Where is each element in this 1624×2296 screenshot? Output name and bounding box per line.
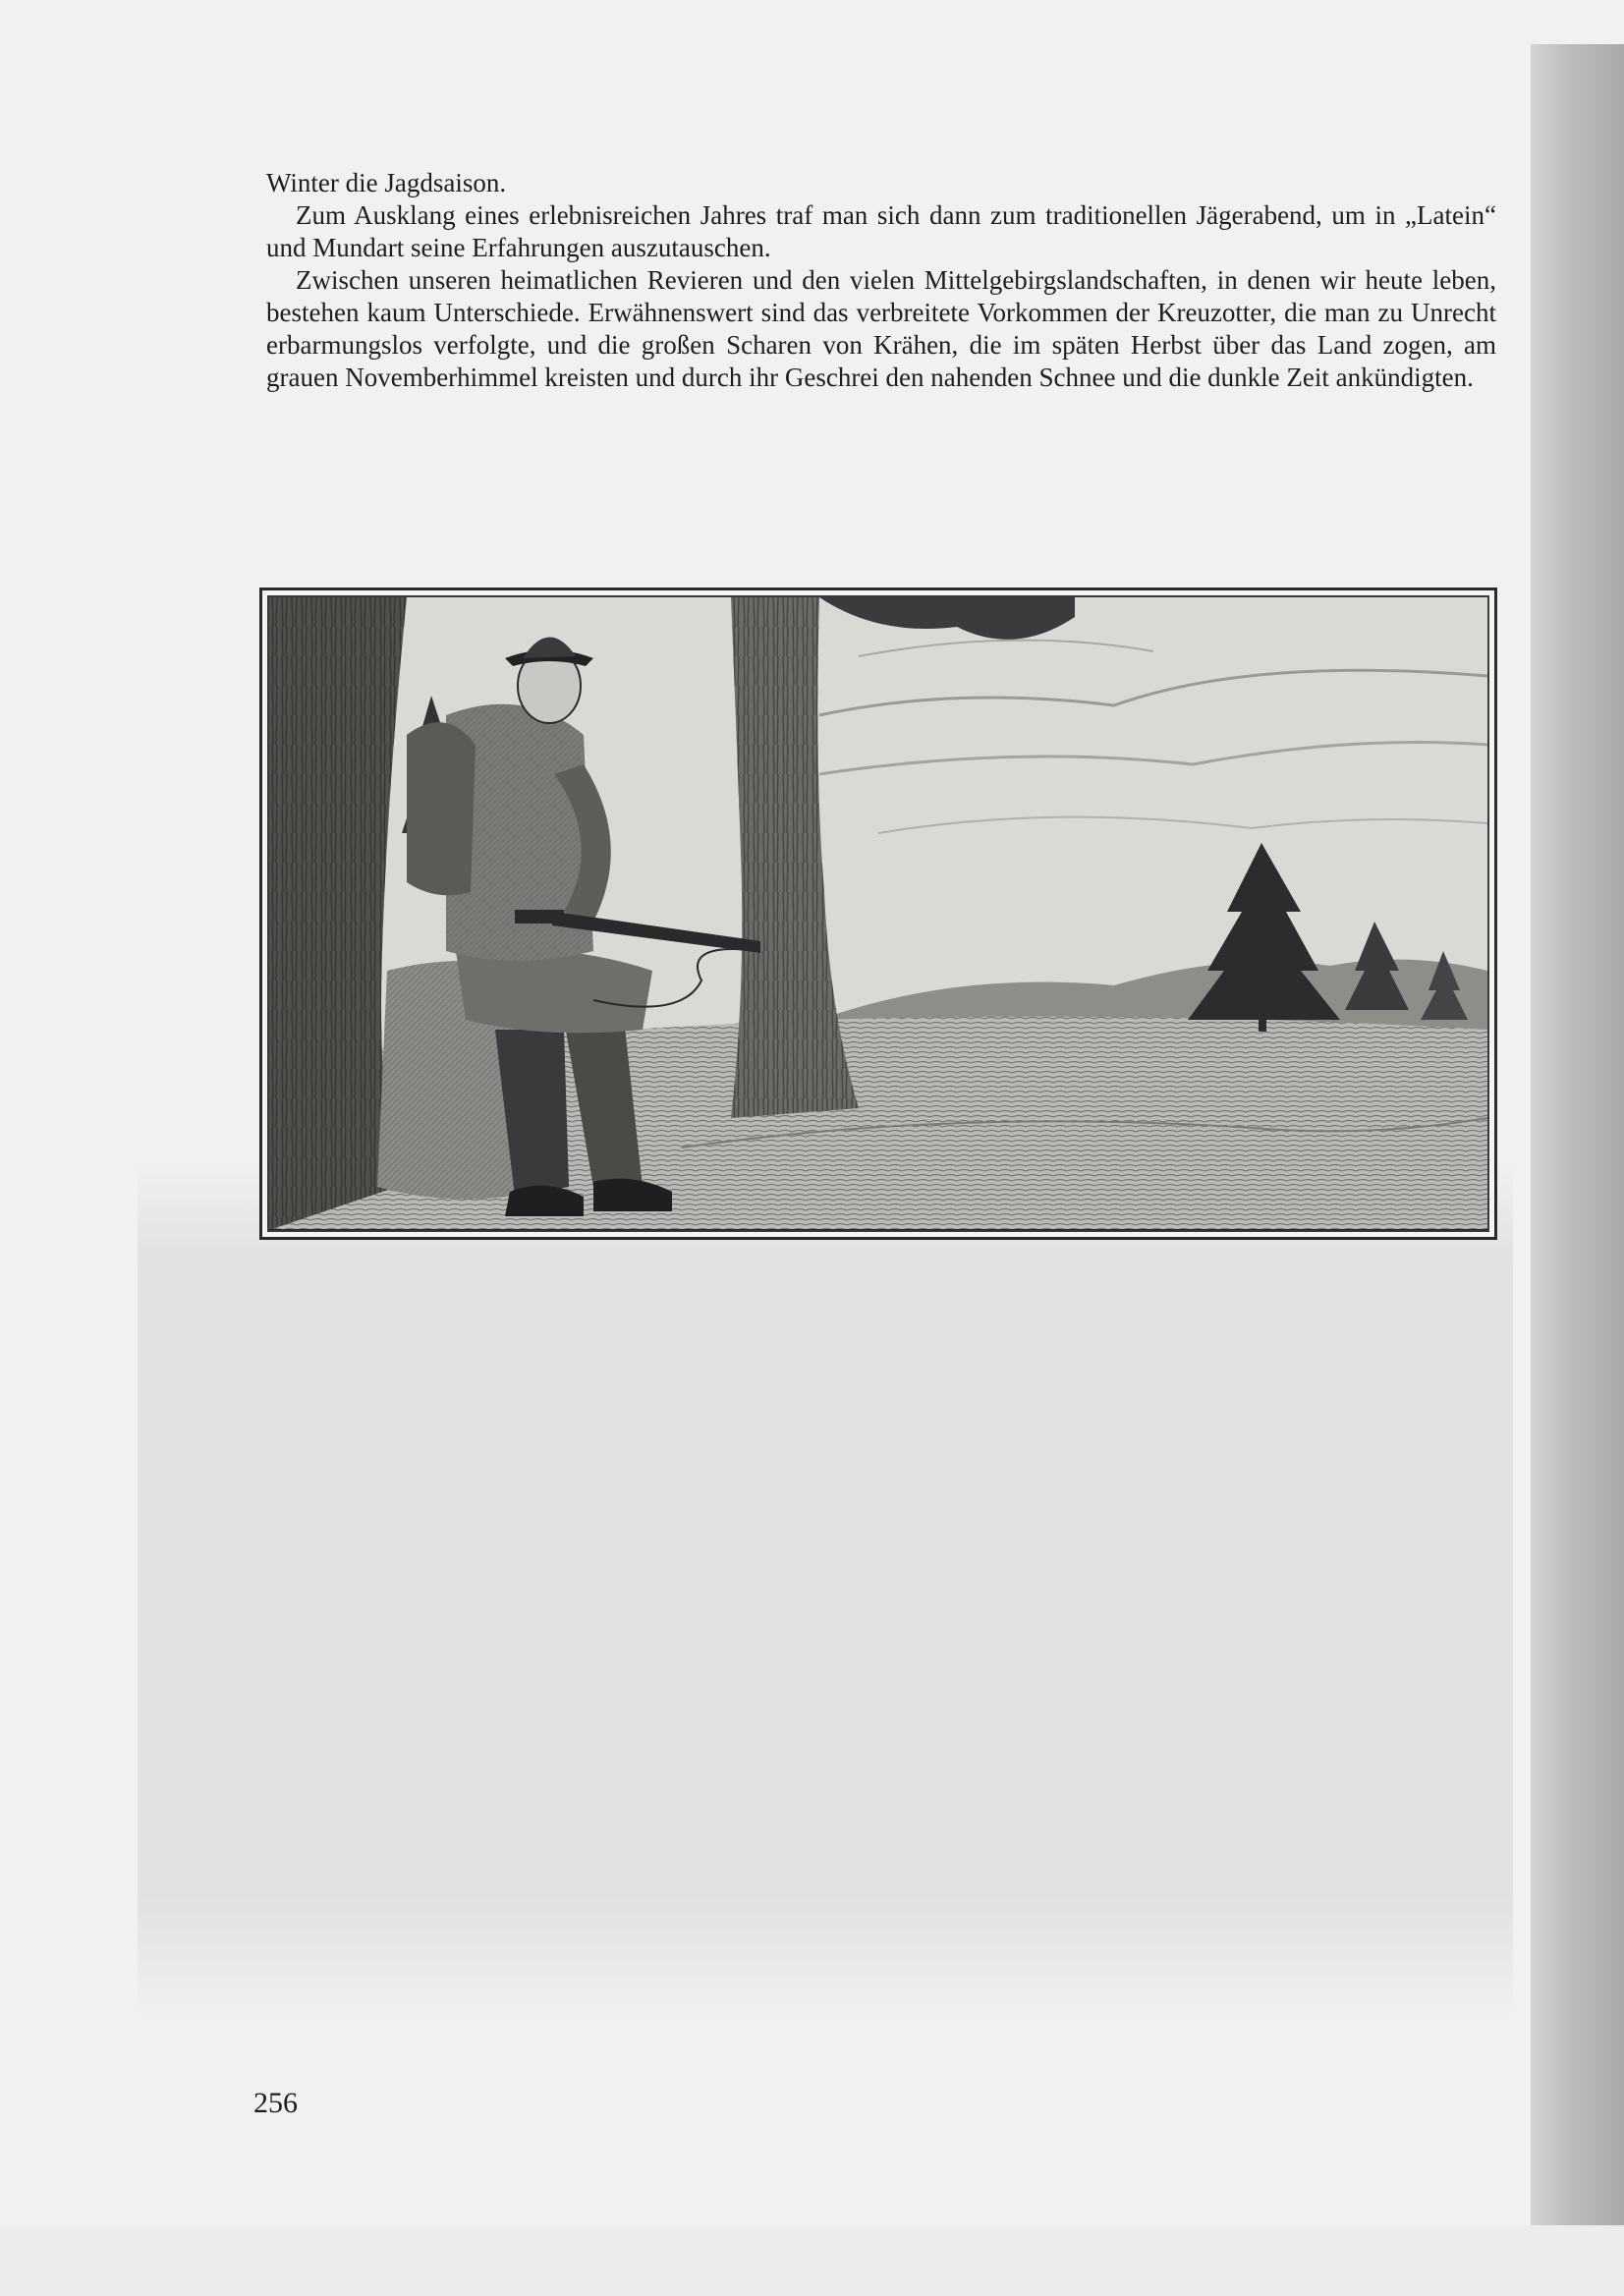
paragraph-1: Winter die Jagdsaison. <box>266 168 507 197</box>
paragraph-2: Zum Ausklang eines erlebnisreichen Jahres traf man sich dann zum traditionellen Jägerabend, um in „Latein“ und Mundart seine Erfahrungen auszutauschen. <box>266 200 1496 262</box>
paragraph-3: Zwischen unseren heimatlichen Revieren und den vielen Mittelgebirgslandschaften, in denen wir heute leben, bestehen kaum Unterschiede. Erwähnenswert sind das verbreitete Vorkommen der Kreuzotter, die man zu Unrecht erbarmungslos verfolgte, und die großen Scharen von Krähen, die im späten Herbst über das Land zogen, am grauen Novemberhimmel kreisten und durch ihr Geschrei den nahenden Schnee und die dunkle Zeit ankündigten. <box>266 265 1496 392</box>
body-text <box>266 167 1496 394</box>
illustration-frame <box>259 588 1497 1240</box>
page-bottom-edge <box>0 2225 1624 2296</box>
page-number: 256 <box>253 2087 298 2119</box>
hunter-illustration <box>267 595 1489 1232</box>
book-spine-shadow <box>1531 44 1624 2240</box>
hunter-in-forest-image <box>269 597 1487 1230</box>
bleed-through-shade <box>138 1159 1513 2024</box>
